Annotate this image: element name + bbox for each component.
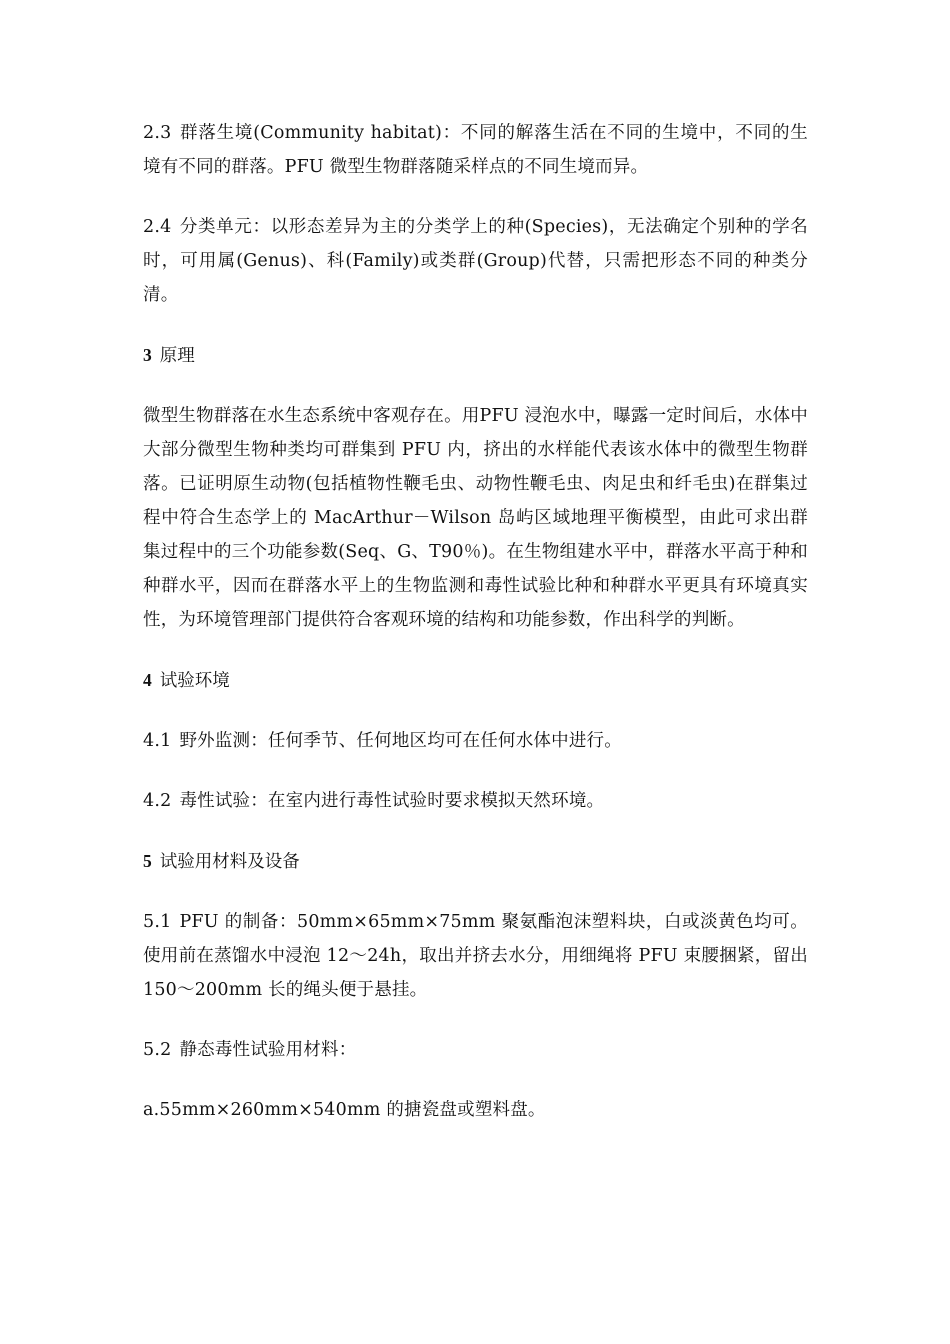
- section-4-1-paragraph: [143, 724, 808, 758]
- section-number: 2.3: [143, 123, 172, 143]
- paragraph-text: 微型生物群落在水生态系统中客观存在。用PFU 浸泡水中，曝露一定时间后，水体中大部分微型生物种类均可群集到 PFU 内，挤出的水样能代表该水体中的微型生物群落。已证明原生动物(包括植物性鞭毛虫、动物性鞭毛虫、肉足虫和纤毛虫)在群集过程中符合生态学上的 MacArthur－Wilson 岛屿区域地理平衡模型，由此可求出群集过程中的三个功能参数(Seq、G、T90％)。在生物组建水平中，群落水平高于种和种群水平，因而在群落水平上的生物监测和毒性试验比种和种群水平更具有环境真实性，为环境管理部门提供符合客观环境的结构和功能参数，作出科学的判断。: [143, 406, 808, 630]
- document-body: [143, 116, 808, 1153]
- heading-title: 试验用材料及设备: [159, 852, 300, 872]
- item-a-paragraph: [143, 1093, 808, 1127]
- section-4-2-paragraph: [143, 784, 808, 818]
- section-number: 4.2: [143, 791, 172, 811]
- heading-number: 3: [143, 345, 152, 365]
- section-5-heading: [143, 844, 808, 879]
- section-3-paragraph: [143, 399, 808, 637]
- heading-number: 5: [143, 851, 152, 871]
- section-number: 5.2: [143, 1040, 172, 1060]
- paragraph-text: PFU 的制备：50mm×65mm×75mm 聚氨酯泡沫塑料块，白或淡黄色均可。使用前在蒸馏水中浸泡 12～24h，取出并挤去水分，用细绳将 PFU 束腰捆紧，留出 150～200mm 长的绳头便于悬挂。: [143, 912, 808, 1000]
- heading-title: 原理: [159, 346, 195, 366]
- section-2-3-paragraph: [143, 116, 808, 184]
- section-number: 2.4: [143, 217, 172, 237]
- section-3-heading: [143, 338, 808, 373]
- section-number: 4.1: [143, 731, 172, 751]
- paragraph-text: 静态毒性试验用材料：: [179, 1040, 357, 1060]
- section-4-heading: [143, 663, 808, 698]
- paragraph-text: 分类单元：以形态差异为主的分类学上的种(Species)，无法确定个别种的学名时，可用属(Genus)、科(Family)或类群(Group)代替，只需把形态不同的种类分清。: [143, 217, 808, 305]
- section-2-4-paragraph: [143, 210, 808, 312]
- section-5-2-paragraph: [143, 1033, 808, 1067]
- section-5-1-paragraph: [143, 905, 808, 1007]
- heading-number: 4: [143, 670, 152, 690]
- section-number: 5.1: [143, 912, 172, 932]
- heading-title: 试验环境: [159, 671, 230, 691]
- paragraph-text: 毒性试验：在室内进行毒性试验时要求模拟天然环境。: [179, 791, 605, 811]
- paragraph-text: a.55mm×260mm×540mm 的搪瓷盘或塑料盘。: [143, 1100, 546, 1120]
- paragraph-text: 群落生境(Community habitat)：不同的解落生活在不同的生境中，不同的生境有不同的群落。PFU 微型生物群落随采样点的不同生境而异。: [143, 123, 808, 177]
- paragraph-text: 野外监测：任何季节、任何地区均可在任何水体中进行。: [179, 731, 622, 751]
